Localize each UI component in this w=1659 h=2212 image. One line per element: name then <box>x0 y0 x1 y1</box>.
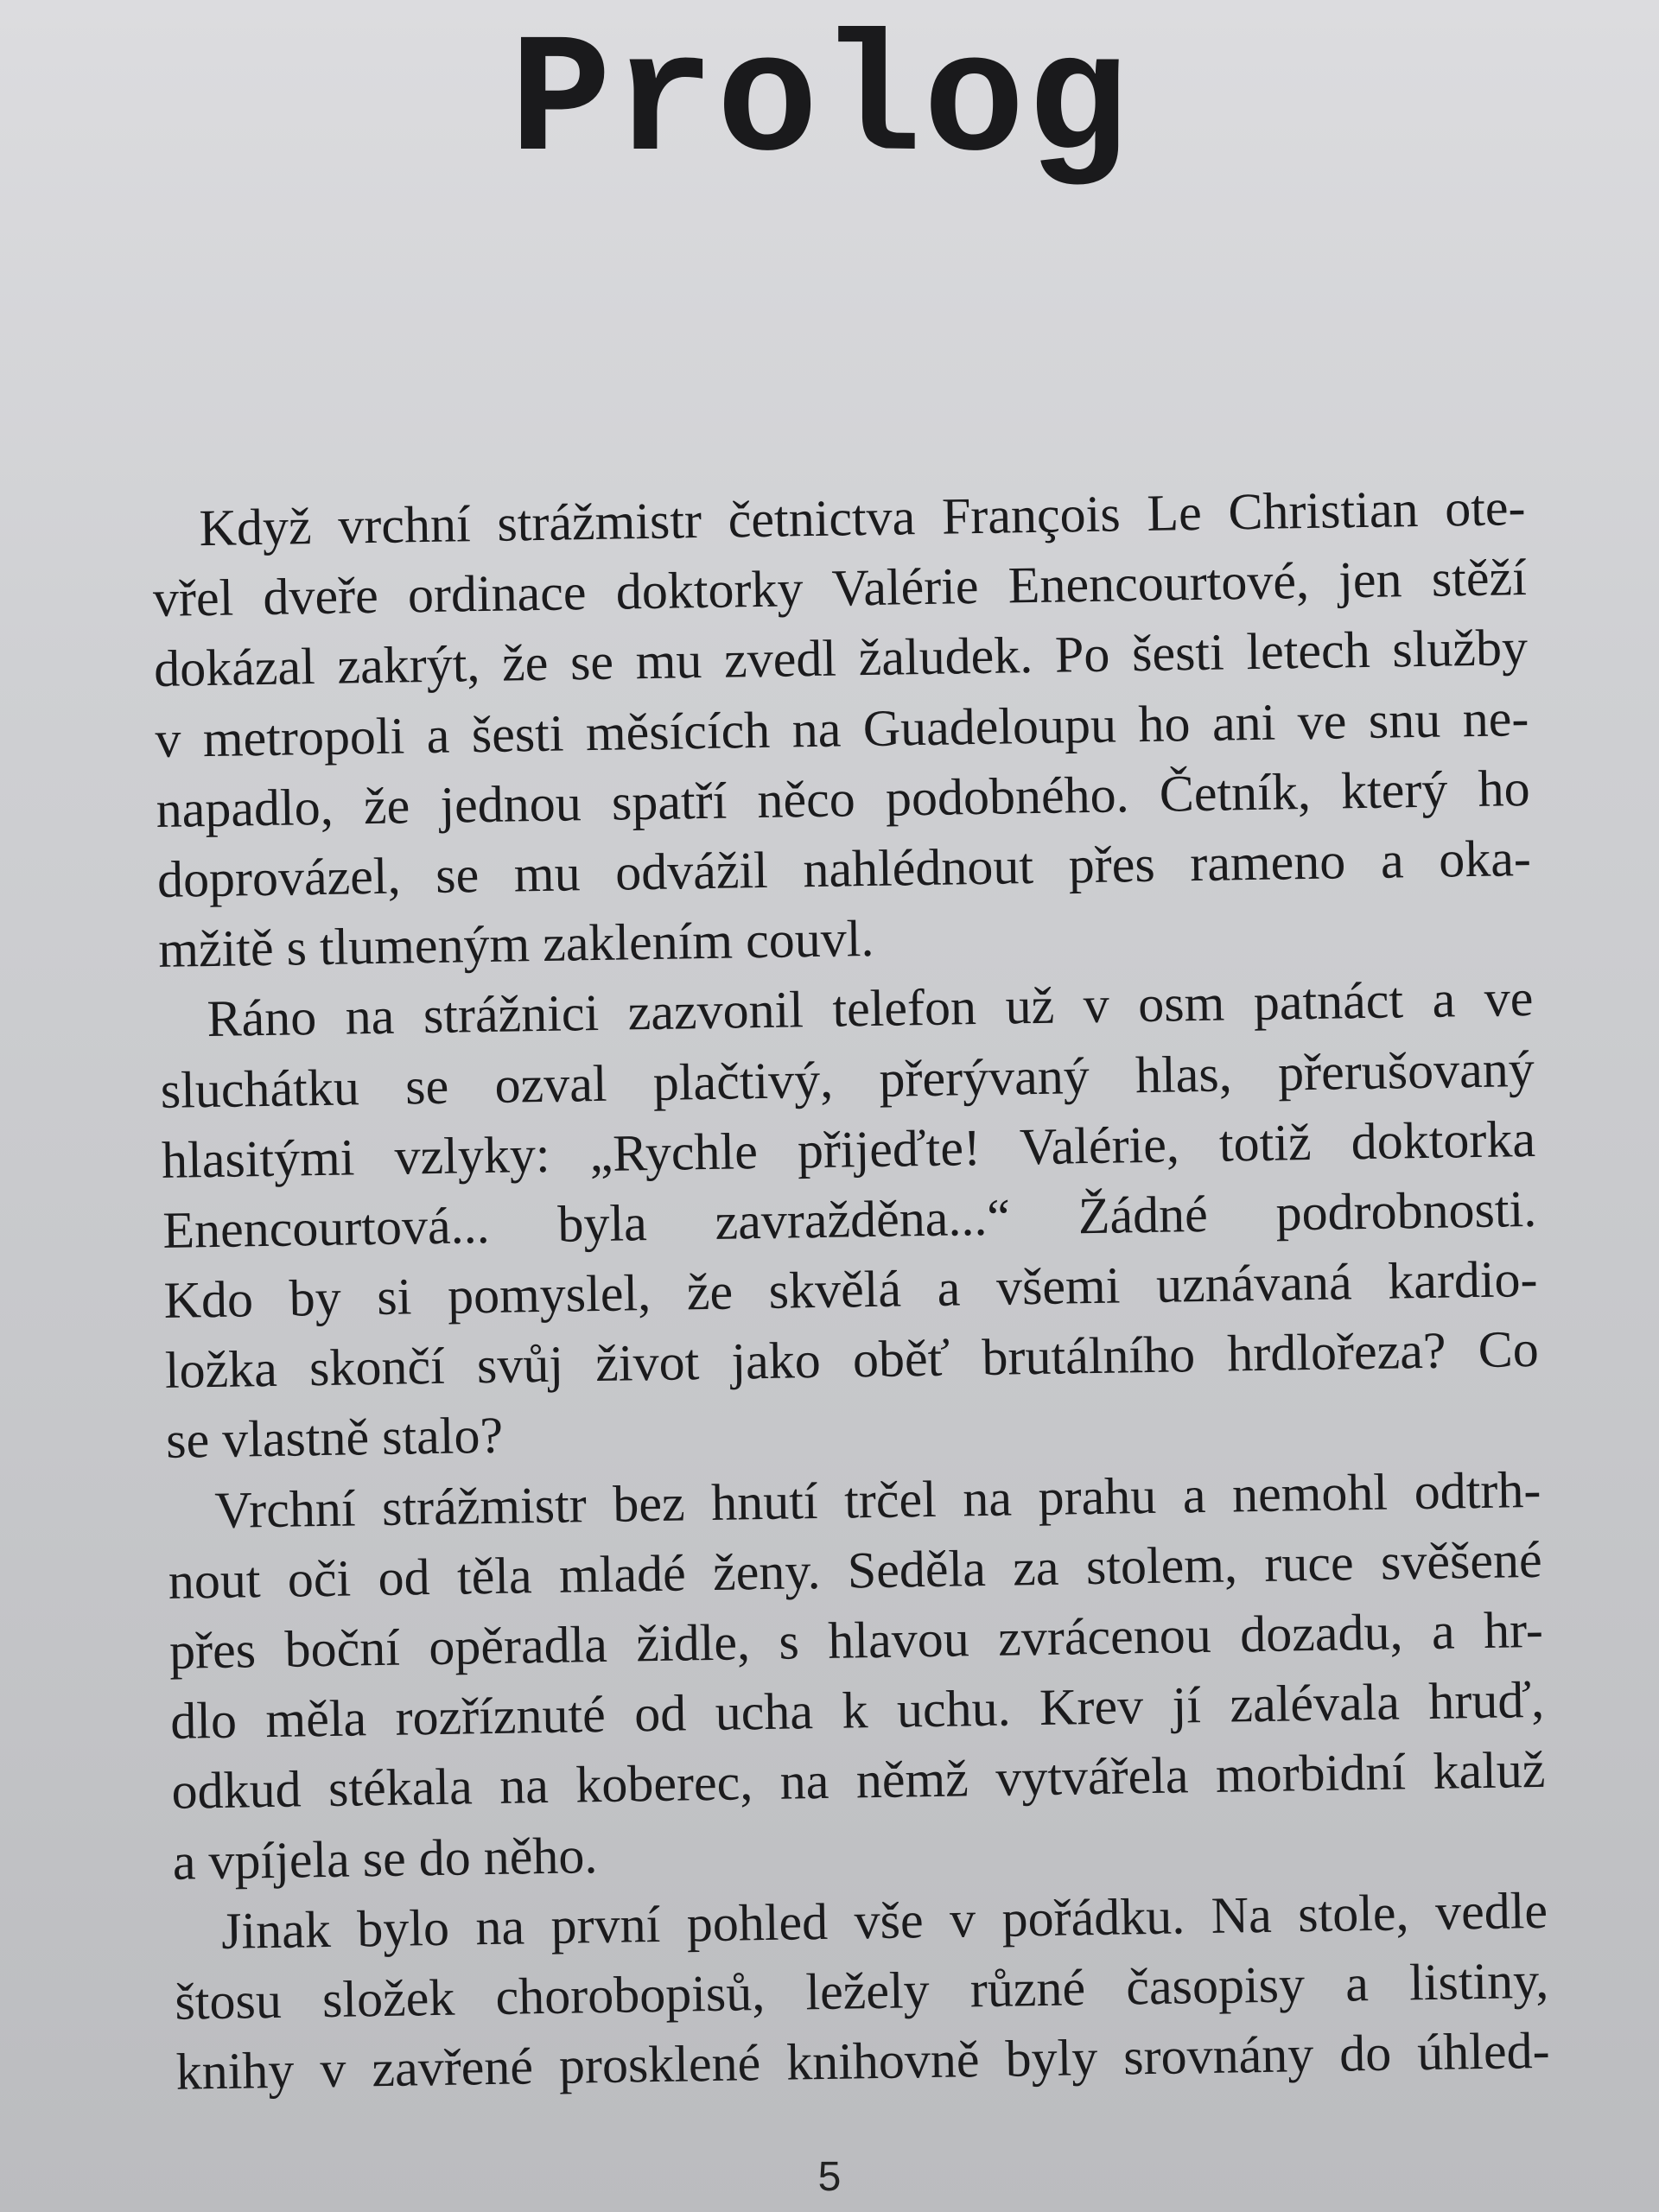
text-line: Jinak bylo na první pohled vše v pořádku. Na stole, vedle <box>220 1881 1548 1960</box>
text-line: dokázal zakrýt, že se mu zvedl žaludek. Po šesti letech služby <box>153 619 1529 698</box>
text-line: napadlo, že jednou spatří něco podobného. Četník, který ho <box>156 759 1531 838</box>
text-line: nout oči od těla mladé ženy. Seděla za stolem, ruce svěšené <box>168 1530 1543 1610</box>
text-line: odkud stékala na koberec, na němž vytvářela morbidní kaluž <box>171 1741 1546 1821</box>
body-text <box>151 473 1550 2107</box>
text-line: ložka skončí svůj život jako oběť brutálního hrdlořeza? Co <box>164 1320 1540 1400</box>
page-number: 5 <box>817 2154 842 2200</box>
text-line: štosu složek chorobopisů, ležely různé časopisy a listiny, <box>174 1951 1549 2031</box>
chapter-title: Prolog <box>510 8 1130 200</box>
text-line: Kdo by si pomyslel, že skvělá a všemi uznávaná kardio- <box>163 1249 1538 1329</box>
text-line: Když vrchní strážmistr četnictva François Le Christian ote- <box>199 479 1526 557</box>
text-line: mžitě s tlumeným zaklením couvl. <box>157 910 874 979</box>
text-line: přes boční opěradla židle, s hlavou zvrácenou dozadu, a hr- <box>168 1600 1544 1680</box>
text-line: se vlastně stalo? <box>165 1407 504 1470</box>
text-line: knihy v zavřené prosklené knihovně byly srovnány do úhled- <box>175 2021 1551 2101</box>
text-line: v metropoli a šesti měsících na Guadeloupu ho ani ve snu ne- <box>154 689 1529 768</box>
text-line: Enencourtová... byla zavražděna...“ Žádné podrobnosti. <box>162 1179 1537 1259</box>
text-line: vřel dveře ordinace doktorky Valérie Enencourtové, jen stěží <box>152 549 1528 628</box>
text-line: a vpíjela se do něho. <box>172 1826 598 1891</box>
text-line: sluchátku se ozval plačtivý, přerývaný hlas, přerušovaný <box>160 1039 1535 1119</box>
text-line: Vrchní strážmistr bez hnutí trčel na prahu a nemohl odtrh- <box>213 1460 1541 1539</box>
text-line: hlasitými vzlyky: „Rychle přijeďte! Valérie, totiž doktorka <box>161 1109 1536 1189</box>
text-line: dlo měla rozříznuté od ucha k uchu. Krev jí zalévala hruď, <box>169 1671 1545 1751</box>
text-line: doprovázel, se mu odvážil nahlédnout přes rameno a oka- <box>156 829 1532 908</box>
text-line: Ráno na strážnici zazvonil telefon už v osm patnáct a ve <box>207 969 1534 1048</box>
